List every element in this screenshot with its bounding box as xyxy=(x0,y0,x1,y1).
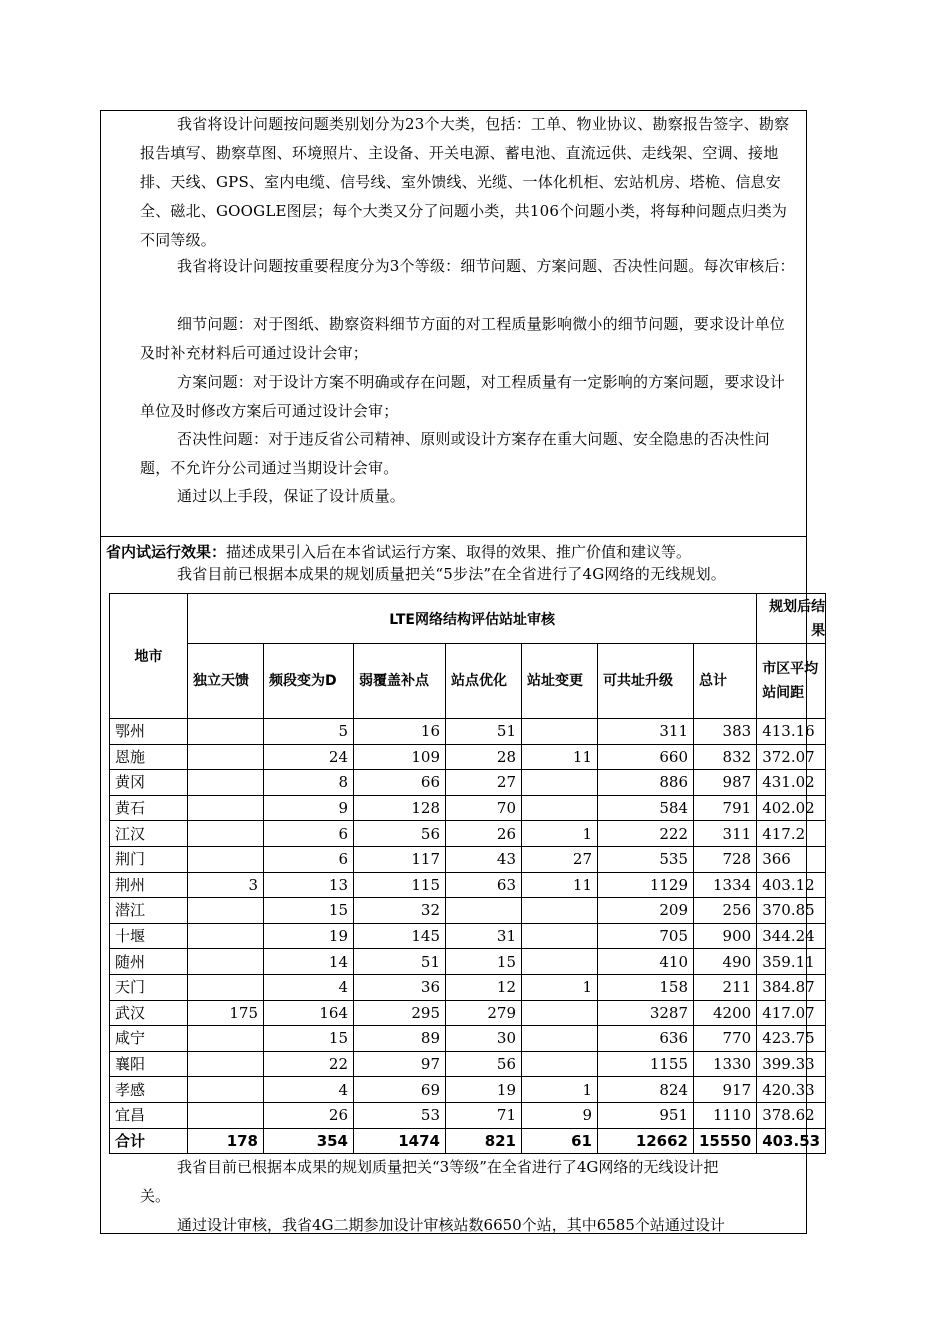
cell-value: 399.33 xyxy=(757,1051,826,1077)
cell-value: 383 xyxy=(694,719,757,745)
cell-value xyxy=(188,770,264,796)
cell-value: 69 xyxy=(354,1077,446,1103)
cell-city: 恩施 xyxy=(110,744,188,770)
cell-value: 53 xyxy=(354,1102,446,1128)
cell-value: 987 xyxy=(694,770,757,796)
cell-value: 372.07 xyxy=(757,744,826,770)
header-total: 总计 xyxy=(694,644,757,719)
cell-value xyxy=(188,1102,264,1128)
cell-value: 128 xyxy=(354,795,446,821)
site-review-table xyxy=(109,593,826,1154)
cell-value: 26 xyxy=(264,1102,354,1128)
cell-value xyxy=(188,821,264,847)
table-body xyxy=(110,719,826,1154)
cell-value: 115 xyxy=(354,872,446,898)
table-row xyxy=(110,923,826,949)
cell-value xyxy=(446,898,522,924)
cell-value: 5 xyxy=(264,719,354,745)
cell-value: 56 xyxy=(354,821,446,847)
cell-value: 6 xyxy=(264,846,354,872)
cell-value: 36 xyxy=(354,974,446,1000)
cell-value: 4 xyxy=(264,1077,354,1103)
cell-value: 27 xyxy=(446,770,522,796)
header-co-site-upgrade: 可共址升级 xyxy=(598,644,694,719)
cell-value: 8 xyxy=(264,770,354,796)
cell-value: 1129 xyxy=(598,872,694,898)
cell-value: 66 xyxy=(354,770,446,796)
table-row xyxy=(110,898,826,924)
cell-value: 71 xyxy=(446,1102,522,1128)
cell-value: 1 xyxy=(522,821,598,847)
after-para-1 xyxy=(140,1153,800,1211)
cell-value xyxy=(522,898,598,924)
trial-heading-line xyxy=(106,541,691,563)
trial-heading-desc: 描述成果引入后在本省试运行方案、取得的效果、推广价值和建议等。 xyxy=(226,543,692,561)
cell-value: 366 xyxy=(757,846,826,872)
cell-value: 26 xyxy=(446,821,522,847)
cell-value xyxy=(188,795,264,821)
trial-intro: 我省目前已根据本成果的规划质量把关“5步法”在全省进行了4G网络的无线规划。 xyxy=(177,565,727,583)
header-planning-result: 规划后结果 xyxy=(757,594,826,644)
header-independent-feeder: 独立天馈 xyxy=(188,644,264,719)
cell-city: 武汉 xyxy=(110,1000,188,1026)
cell-value: 256 xyxy=(694,898,757,924)
cell-total-value: 61 xyxy=(522,1128,598,1154)
cell-value: 490 xyxy=(694,949,757,975)
cell-value xyxy=(522,923,598,949)
cell-value: 14 xyxy=(264,949,354,975)
cell-value: 24 xyxy=(264,744,354,770)
cell-value: 311 xyxy=(598,719,694,745)
cell-value xyxy=(522,949,598,975)
cell-city: 黄冈 xyxy=(110,770,188,796)
cell-value: 791 xyxy=(694,795,757,821)
cell-total-value: 15550 xyxy=(694,1128,757,1154)
cell-city: 咸宁 xyxy=(110,1026,188,1052)
cell-value xyxy=(188,1026,264,1052)
cell-value: 15 xyxy=(264,898,354,924)
cell-total-value: 821 xyxy=(446,1128,522,1154)
cell-value: 175 xyxy=(188,1000,264,1026)
trial-heading: 省内试运行效果： xyxy=(106,543,227,561)
cell-city: 随州 xyxy=(110,949,188,975)
after-para-1-line-2: 关。 xyxy=(140,1187,171,1205)
cell-city: 十堰 xyxy=(110,923,188,949)
cell-value: 824 xyxy=(598,1077,694,1103)
table-row-total xyxy=(110,1128,826,1154)
cell-total-label: 合计 xyxy=(110,1128,188,1154)
cell-city: 鄂州 xyxy=(110,719,188,745)
cell-value: 420.33 xyxy=(757,1077,826,1103)
table-row xyxy=(110,795,826,821)
cell-value: 164 xyxy=(264,1000,354,1026)
cell-total-value: 12662 xyxy=(598,1128,694,1154)
cell-value xyxy=(188,1051,264,1077)
cell-value: 117 xyxy=(354,846,446,872)
cell-value: 1155 xyxy=(598,1051,694,1077)
cell-value: 279 xyxy=(446,1000,522,1026)
cell-value: 951 xyxy=(598,1102,694,1128)
cell-total-value: 1474 xyxy=(354,1128,446,1154)
header-site-optimization: 站点优化 xyxy=(446,644,522,719)
cell-value: 423.75 xyxy=(757,1026,826,1052)
cell-value: 15 xyxy=(446,949,522,975)
header-lte-review: LTE网络结构评估站址审核 xyxy=(188,594,757,644)
paragraph-detail-issue: 细节问题：对于图纸、勘察资料细节方面的对工程质量影响微小的细节问题，要求设计单位及时补充材料后可通过设计会审； xyxy=(140,315,786,362)
cell-value: 11 xyxy=(522,872,598,898)
cell-value: 22 xyxy=(264,1051,354,1077)
cell-value: 417.2 xyxy=(757,821,826,847)
cell-value: 832 xyxy=(694,744,757,770)
cell-value: 43 xyxy=(446,846,522,872)
cell-city: 宜昌 xyxy=(110,1102,188,1128)
cell-value: 30 xyxy=(446,1026,522,1052)
cell-value: 728 xyxy=(694,846,757,872)
cell-value: 705 xyxy=(598,923,694,949)
table-row xyxy=(110,719,826,745)
cell-value: 16 xyxy=(354,719,446,745)
cell-value: 158 xyxy=(598,974,694,1000)
cell-value: 222 xyxy=(598,821,694,847)
cell-value: 97 xyxy=(354,1051,446,1077)
cell-value: 1 xyxy=(522,1077,598,1103)
table-row xyxy=(110,974,826,1000)
header-site-change: 站址变更 xyxy=(522,644,598,719)
cell-value: 431.02 xyxy=(757,770,826,796)
cell-value: 403.12 xyxy=(757,872,826,898)
cell-value: 295 xyxy=(354,1000,446,1026)
table-row xyxy=(110,1051,826,1077)
cell-value xyxy=(522,1026,598,1052)
cell-value: 4 xyxy=(264,974,354,1000)
header-weak-coverage: 弱覆盖补点 xyxy=(354,644,446,719)
cell-value: 27 xyxy=(522,846,598,872)
cell-value: 28 xyxy=(446,744,522,770)
table-row xyxy=(110,770,826,796)
table-row xyxy=(110,949,826,975)
cell-city: 潜江 xyxy=(110,898,188,924)
cell-value: 15 xyxy=(264,1026,354,1052)
cell-value: 770 xyxy=(694,1026,757,1052)
table-row xyxy=(110,821,826,847)
paragraph-veto-issue: 否决性问题：对于违反省公司精神、原则或设计方案存在重大问题、安全隐患的否决性问题，不允许分公司通过当期设计会审。 xyxy=(140,430,770,477)
cell-value: 11 xyxy=(522,744,598,770)
table-row xyxy=(110,1026,826,1052)
cell-total-value: 178 xyxy=(188,1128,264,1154)
cell-value: 900 xyxy=(694,923,757,949)
cell-value: 359.11 xyxy=(757,949,826,975)
cell-value: 63 xyxy=(446,872,522,898)
cell-value: 145 xyxy=(354,923,446,949)
table-row xyxy=(110,846,826,872)
cell-value: 378.62 xyxy=(757,1102,826,1128)
cell-value xyxy=(188,846,264,872)
table-row xyxy=(110,1000,826,1026)
cell-city: 荆门 xyxy=(110,846,188,872)
cell-value: 19 xyxy=(446,1077,522,1103)
paragraph-levels: 我省将设计问题按重要程度分为3个等级：细节问题、方案问题、否决性问题。每次审核后： xyxy=(177,257,795,275)
cell-value: 410 xyxy=(598,949,694,975)
cell-value: 1110 xyxy=(694,1102,757,1128)
header-avg-distance: 市区平均站间距 xyxy=(757,644,826,719)
cell-value: 4200 xyxy=(694,1000,757,1026)
cell-value: 584 xyxy=(598,795,694,821)
cell-value xyxy=(188,974,264,1000)
cell-value: 535 xyxy=(598,846,694,872)
cell-value: 109 xyxy=(354,744,446,770)
cell-value xyxy=(522,1051,598,1077)
cell-city: 荆州 xyxy=(110,872,188,898)
cell-value xyxy=(522,770,598,796)
cell-value xyxy=(522,719,598,745)
cell-total-value: 354 xyxy=(264,1128,354,1154)
cell-value xyxy=(522,795,598,821)
cell-value: 660 xyxy=(598,744,694,770)
cell-value: 402.02 xyxy=(757,795,826,821)
after-para-2: 通过设计审核，我省4G二期参加设计审核站数6650个站，其中6585个站通过设计 xyxy=(177,1216,725,1234)
cell-value: 3 xyxy=(188,872,264,898)
cell-value: 6 xyxy=(264,821,354,847)
cell-value: 384.87 xyxy=(757,974,826,1000)
paragraph-categories: 我省将设计问题按问题类别划分为23个大类，包括：工单、物业协议、勘察报告签字、勘察报告填写、勘察草图、环境照片、主设备、开关电源、蓄电池、直流远供、走线架、空调、接地排、天线、GPS、室内电缆、信号线、室外馈线、光缆、一体化机柜、宏站机房、塔桅、信息安全、磁北、GOOGLE图层；每个大类又分了问题小类，共106个问题小类，将每种问题点归类为不同等级。 xyxy=(140,115,790,249)
cell-city: 天门 xyxy=(110,974,188,1000)
cell-value: 1330 xyxy=(694,1051,757,1077)
cell-value: 917 xyxy=(694,1077,757,1103)
header-band-to-d: 频段变为D xyxy=(264,644,354,719)
cell-city: 孝感 xyxy=(110,1077,188,1103)
cell-value: 211 xyxy=(694,974,757,1000)
cell-value: 32 xyxy=(354,898,446,924)
cell-value xyxy=(188,949,264,975)
cell-value: 31 xyxy=(446,923,522,949)
cell-value: 417.07 xyxy=(757,1000,826,1026)
cell-value: 413.16 xyxy=(757,719,826,745)
paragraph-conclusion: 通过以上手段，保证了设计质量。 xyxy=(177,487,406,505)
cell-value xyxy=(188,898,264,924)
cell-value: 51 xyxy=(354,949,446,975)
cell-value xyxy=(522,1000,598,1026)
header-city: 地市 xyxy=(110,594,188,719)
cell-value xyxy=(188,923,264,949)
cell-value xyxy=(188,744,264,770)
paragraph-plan-issue: 方案问题：对于设计方案不明确或存在问题，对工程质量有一定影响的方案问题，要求设计单位及时修改方案后可通过设计会审； xyxy=(140,373,786,420)
cell-value: 886 xyxy=(598,770,694,796)
after-para-1-line-1: 我省目前已根据本成果的规划质量把关“3等级”在全省进行了4G网络的无线设计把 xyxy=(177,1158,719,1176)
cell-value: 1 xyxy=(522,974,598,1000)
cell-value: 9 xyxy=(522,1102,598,1128)
cell-value: 209 xyxy=(598,898,694,924)
cell-value: 370.85 xyxy=(757,898,826,924)
cell-value: 51 xyxy=(446,719,522,745)
cell-value: 344.24 xyxy=(757,923,826,949)
table-row xyxy=(110,1077,826,1103)
cell-value: 3287 xyxy=(598,1000,694,1026)
cell-total-value: 403.53 xyxy=(757,1128,826,1154)
cell-value: 70 xyxy=(446,795,522,821)
table-row xyxy=(110,1102,826,1128)
cell-value: 12 xyxy=(446,974,522,1000)
table-row xyxy=(110,744,826,770)
cell-value: 13 xyxy=(264,872,354,898)
table-row xyxy=(110,872,826,898)
cell-value: 1334 xyxy=(694,872,757,898)
cell-city: 江汉 xyxy=(110,821,188,847)
cell-city: 黄石 xyxy=(110,795,188,821)
cell-value xyxy=(188,1077,264,1103)
cell-value: 9 xyxy=(264,795,354,821)
cell-value: 19 xyxy=(264,923,354,949)
cell-value: 311 xyxy=(694,821,757,847)
cell-city: 襄阳 xyxy=(110,1051,188,1077)
cell-value: 56 xyxy=(446,1051,522,1077)
cell-value: 636 xyxy=(598,1026,694,1052)
cell-value: 89 xyxy=(354,1026,446,1052)
cell-value xyxy=(188,719,264,745)
